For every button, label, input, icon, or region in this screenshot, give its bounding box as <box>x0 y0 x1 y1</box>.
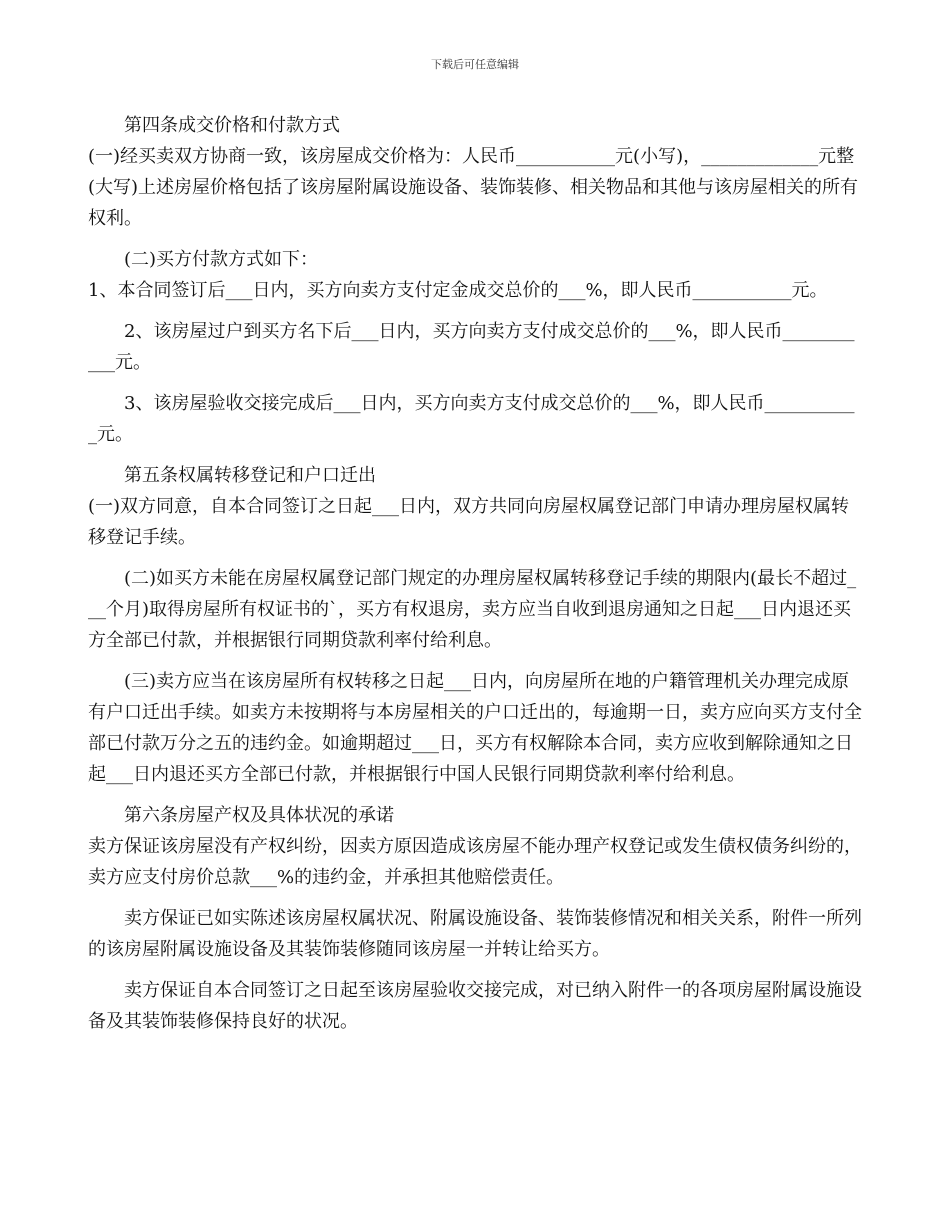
paragraph: 第五条权属转移登记和户口迁出 <box>124 465 376 486</box>
paragraph: (一)经买卖双方协商一致，该房屋成交价格为：人民币___________元(小写)，_____________元整(大写)上述房屋价格包括了该房屋附属设施设备、装饰装修、相关物品和其他与该房屋相关的所有权利。 <box>88 146 859 229</box>
paragraph: 3、该房屋验收交接完成后___日内，买方向卖方支付成交总价的___%，即人民币___________元。 <box>88 393 855 445</box>
paragraph: 卖方保证自本合同签订之日起至该房屋验收交接完成，对已纳入附件一的各项房屋附属设施设备及其装饰装修保持良好的状况。 <box>88 980 862 1032</box>
paragraph: (二)买方付款方式如下： <box>124 249 319 270</box>
paragraph: (三)卖方应当在该房屋所有权转移之日起___日内，向房屋所在地的户籍管理机关办理完成原有户口迁出手续。如卖方未按期将与本房屋相关的户口迁出的，每逾期一日，卖方应向买方支付全部已付款万分之五的违约金。如逾期超过___日，买方有权解除本合同，卖方应收到解除通知之日起___日内退还买方全部已付款，并根据银行中国人民银行同期贷款利率付给利息。 <box>88 671 862 785</box>
paragraph: 1、本合同签订后___日内，买方向卖方支付定金成交总价的___%，即人民币___________元。 <box>88 280 828 301</box>
paragraph: 卖方保证该房屋没有产权纠纷，因卖方原因造成该房屋不能办理产权登记或发生债权债务纠纷的，卖方应支付房价总款___%的违约金，并承担其他赔偿责任。 <box>88 836 862 888</box>
paragraph: (二)如买方未能在房屋权属登记部门规定的办理房屋权属转移登记手续的期限内(最长不超过___个月)取得房屋所有权证书的`，买方有权退房，卖方应当自收到退房通知之日起___日内退还买方全部已付款，并根据银行同期贷款利率付给利息。 <box>88 568 857 651</box>
paragraph: 卖方保证已如实陈述该房屋权属状况、附属设施设备、装饰装修情况和相关关系，附件一所列的该房屋附属设施设备及其装饰装修随同该房屋一并转让给买方。 <box>88 908 862 960</box>
paragraph: 2、该房屋过户到买方名下后___日内，买方向卖方支付成交总价的___%，即人民币___________元。 <box>88 321 855 373</box>
document-body <box>88 110 863 1047</box>
paragraph: 第四条成交价格和付款方式 <box>124 115 340 136</box>
page-header: 下载后可任意编辑 <box>431 58 519 71</box>
paragraph: 第六条房屋产权及具体状况的承诺 <box>124 805 394 826</box>
paragraph: (一)双方同意，自本合同签订之日起___日内，双方共同向房屋权属登记部门申请办理房屋权属转移登记手续。 <box>88 496 850 548</box>
